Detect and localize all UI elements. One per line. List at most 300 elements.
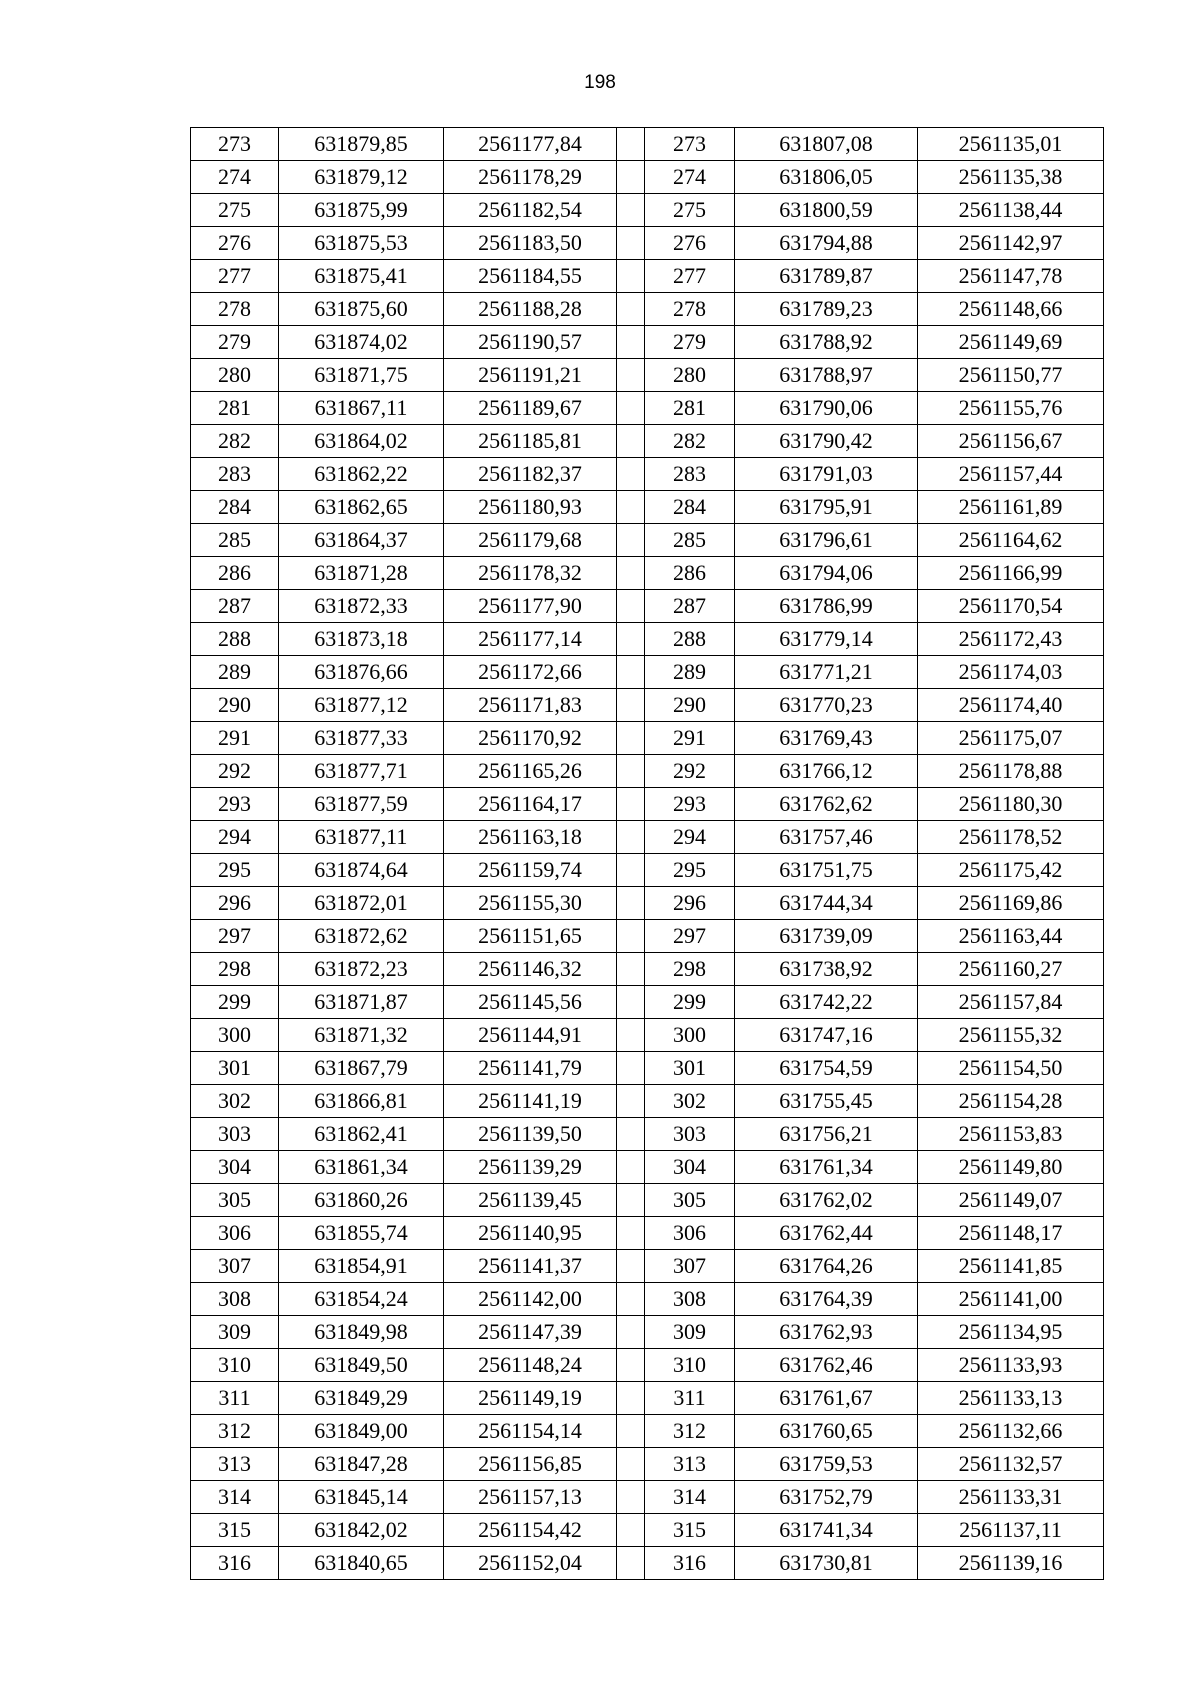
table-row — [191, 1316, 1104, 1349]
point-number-right: 313 — [645, 1448, 735, 1481]
point-number-left: 289 — [191, 656, 279, 689]
y-coordinate-right: 2561135,38 — [918, 161, 1104, 194]
x-coordinate-right: 631738,92 — [735, 953, 918, 986]
separator-cell — [617, 722, 645, 755]
y-coordinate-left: 2561141,79 — [444, 1052, 617, 1085]
x-coordinate-right: 631741,34 — [735, 1514, 918, 1547]
y-coordinate-right: 2561180,30 — [918, 788, 1104, 821]
table-row — [191, 1448, 1104, 1481]
point-number-right: 310 — [645, 1349, 735, 1382]
y-coordinate-right: 2561135,01 — [918, 128, 1104, 161]
table-row — [191, 557, 1104, 590]
point-number-right: 280 — [645, 359, 735, 392]
table-row — [191, 1283, 1104, 1316]
x-coordinate-right: 631760,65 — [735, 1415, 918, 1448]
point-number-left: 295 — [191, 854, 279, 887]
point-number-right: 291 — [645, 722, 735, 755]
separator-cell — [617, 1184, 645, 1217]
table-row — [191, 1184, 1104, 1217]
x-coordinate-left: 631849,00 — [279, 1415, 444, 1448]
separator-cell — [617, 1316, 645, 1349]
table-row — [191, 623, 1104, 656]
table-row — [191, 1052, 1104, 1085]
table-row — [191, 425, 1104, 458]
separator-cell — [617, 590, 645, 623]
table-row — [191, 1514, 1104, 1547]
y-coordinate-left: 2561183,50 — [444, 227, 617, 260]
x-coordinate-left: 631872,33 — [279, 590, 444, 623]
point-number-right: 278 — [645, 293, 735, 326]
table-row — [191, 1415, 1104, 1448]
y-coordinate-left: 2561146,32 — [444, 953, 617, 986]
point-number-left: 279 — [191, 326, 279, 359]
separator-cell — [617, 953, 645, 986]
point-number-left: 286 — [191, 557, 279, 590]
point-number-right: 277 — [645, 260, 735, 293]
y-coordinate-left: 2561182,54 — [444, 194, 617, 227]
separator-cell — [617, 1019, 645, 1052]
table-row — [191, 887, 1104, 920]
x-coordinate-right: 631788,97 — [735, 359, 918, 392]
point-number-right: 316 — [645, 1547, 735, 1580]
point-number-left: 303 — [191, 1118, 279, 1151]
point-number-left: 313 — [191, 1448, 279, 1481]
separator-cell — [617, 1052, 645, 1085]
x-coordinate-left: 631872,62 — [279, 920, 444, 953]
x-coordinate-left: 631861,34 — [279, 1151, 444, 1184]
x-coordinate-left: 631862,65 — [279, 491, 444, 524]
y-coordinate-right: 2561174,40 — [918, 689, 1104, 722]
x-coordinate-right: 631756,21 — [735, 1118, 918, 1151]
x-coordinate-right: 631730,81 — [735, 1547, 918, 1580]
point-number-left: 294 — [191, 821, 279, 854]
x-coordinate-left: 631862,41 — [279, 1118, 444, 1151]
y-coordinate-right: 2561142,97 — [918, 227, 1104, 260]
x-coordinate-left: 631849,50 — [279, 1349, 444, 1382]
point-number-right: 296 — [645, 887, 735, 920]
y-coordinate-left: 2561179,68 — [444, 524, 617, 557]
x-coordinate-left: 631840,65 — [279, 1547, 444, 1580]
x-coordinate-left: 631874,64 — [279, 854, 444, 887]
x-coordinate-left: 631876,66 — [279, 656, 444, 689]
y-coordinate-left: 2561185,81 — [444, 425, 617, 458]
x-coordinate-left: 631866,81 — [279, 1085, 444, 1118]
point-number-right: 287 — [645, 590, 735, 623]
x-coordinate-right: 631751,75 — [735, 854, 918, 887]
table-row — [191, 755, 1104, 788]
y-coordinate-left: 2561141,19 — [444, 1085, 617, 1118]
point-number-left: 300 — [191, 1019, 279, 1052]
x-coordinate-left: 631879,12 — [279, 161, 444, 194]
x-coordinate-left: 631849,29 — [279, 1382, 444, 1415]
separator-cell — [617, 1448, 645, 1481]
x-coordinate-left: 631867,11 — [279, 392, 444, 425]
x-coordinate-right: 631739,09 — [735, 920, 918, 953]
separator-cell — [617, 1283, 645, 1316]
point-number-left: 292 — [191, 755, 279, 788]
point-number-left: 284 — [191, 491, 279, 524]
point-number-left: 290 — [191, 689, 279, 722]
separator-cell — [617, 920, 645, 953]
x-coordinate-left: 631875,41 — [279, 260, 444, 293]
x-coordinate-right: 631794,06 — [735, 557, 918, 590]
x-coordinate-right: 631755,45 — [735, 1085, 918, 1118]
table-row — [191, 920, 1104, 953]
table-row — [191, 689, 1104, 722]
x-coordinate-left: 631871,75 — [279, 359, 444, 392]
x-coordinate-left: 631847,28 — [279, 1448, 444, 1481]
separator-cell — [617, 161, 645, 194]
y-coordinate-left: 2561151,65 — [444, 920, 617, 953]
point-number-right: 282 — [645, 425, 735, 458]
point-number-right: 312 — [645, 1415, 735, 1448]
y-coordinate-left: 2561154,42 — [444, 1514, 617, 1547]
y-coordinate-right: 2561175,07 — [918, 722, 1104, 755]
x-coordinate-right: 631762,46 — [735, 1349, 918, 1382]
separator-cell — [617, 1349, 645, 1382]
table-row — [191, 1250, 1104, 1283]
y-coordinate-right: 2561153,83 — [918, 1118, 1104, 1151]
point-number-left: 285 — [191, 524, 279, 557]
point-number-left: 287 — [191, 590, 279, 623]
point-number-left: 304 — [191, 1151, 279, 1184]
separator-cell — [617, 425, 645, 458]
x-coordinate-right: 631790,42 — [735, 425, 918, 458]
table-body — [191, 128, 1104, 1580]
point-number-right: 299 — [645, 986, 735, 1019]
x-coordinate-right: 631769,43 — [735, 722, 918, 755]
point-number-left: 314 — [191, 1481, 279, 1514]
point-number-right: 302 — [645, 1085, 735, 1118]
point-number-right: 279 — [645, 326, 735, 359]
x-coordinate-left: 631854,91 — [279, 1250, 444, 1283]
x-coordinate-right: 631742,22 — [735, 986, 918, 1019]
point-number-left: 306 — [191, 1217, 279, 1250]
y-coordinate-left: 2561182,37 — [444, 458, 617, 491]
x-coordinate-right: 631790,06 — [735, 392, 918, 425]
point-number-right: 298 — [645, 953, 735, 986]
x-coordinate-right: 631761,34 — [735, 1151, 918, 1184]
x-coordinate-right: 631791,03 — [735, 458, 918, 491]
x-coordinate-left: 631877,59 — [279, 788, 444, 821]
x-coordinate-right: 631794,88 — [735, 227, 918, 260]
point-number-right: 275 — [645, 194, 735, 227]
y-coordinate-left: 2561157,13 — [444, 1481, 617, 1514]
point-number-right: 301 — [645, 1052, 735, 1085]
separator-cell — [617, 458, 645, 491]
point-number-left: 316 — [191, 1547, 279, 1580]
x-coordinate-left: 631877,33 — [279, 722, 444, 755]
y-coordinate-left: 2561141,37 — [444, 1250, 617, 1283]
table-row — [191, 986, 1104, 1019]
table-row — [191, 293, 1104, 326]
point-number-left: 296 — [191, 887, 279, 920]
point-number-left: 309 — [191, 1316, 279, 1349]
point-number-left: 278 — [191, 293, 279, 326]
separator-cell — [617, 524, 645, 557]
point-number-left: 283 — [191, 458, 279, 491]
table-row — [191, 161, 1104, 194]
x-coordinate-right: 631786,99 — [735, 590, 918, 623]
page-number: 198 — [584, 72, 616, 93]
x-coordinate-right: 631796,61 — [735, 524, 918, 557]
y-coordinate-right: 2561133,31 — [918, 1481, 1104, 1514]
separator-cell — [617, 1151, 645, 1184]
point-number-left: 282 — [191, 425, 279, 458]
separator-cell — [617, 128, 645, 161]
x-coordinate-left: 631871,28 — [279, 557, 444, 590]
y-coordinate-right: 2561141,00 — [918, 1283, 1104, 1316]
separator-cell — [617, 1250, 645, 1283]
table-row — [191, 1217, 1104, 1250]
y-coordinate-right: 2561133,93 — [918, 1349, 1104, 1382]
table-row — [191, 1547, 1104, 1580]
point-number-left: 308 — [191, 1283, 279, 1316]
y-coordinate-left: 2561149,19 — [444, 1382, 617, 1415]
y-coordinate-left: 2561159,74 — [444, 854, 617, 887]
x-coordinate-right: 631752,79 — [735, 1481, 918, 1514]
table-row — [191, 260, 1104, 293]
x-coordinate-right: 631789,87 — [735, 260, 918, 293]
x-coordinate-left: 631872,23 — [279, 953, 444, 986]
y-coordinate-right: 2561154,50 — [918, 1052, 1104, 1085]
x-coordinate-left: 631864,37 — [279, 524, 444, 557]
x-coordinate-right: 631764,39 — [735, 1283, 918, 1316]
point-number-left: 276 — [191, 227, 279, 260]
y-coordinate-left: 2561140,95 — [444, 1217, 617, 1250]
y-coordinate-right: 2561161,89 — [918, 491, 1104, 524]
point-number-right: 303 — [645, 1118, 735, 1151]
y-coordinate-left: 2561177,90 — [444, 590, 617, 623]
point-number-left: 302 — [191, 1085, 279, 1118]
y-coordinate-right: 2561166,99 — [918, 557, 1104, 590]
y-coordinate-right: 2561138,44 — [918, 194, 1104, 227]
point-number-left: 293 — [191, 788, 279, 821]
point-number-left: 297 — [191, 920, 279, 953]
point-number-left: 311 — [191, 1382, 279, 1415]
point-number-right: 304 — [645, 1151, 735, 1184]
x-coordinate-left: 631855,74 — [279, 1217, 444, 1250]
separator-cell — [617, 260, 645, 293]
x-coordinate-right: 631757,46 — [735, 821, 918, 854]
y-coordinate-left: 2561180,93 — [444, 491, 617, 524]
point-number-right: 283 — [645, 458, 735, 491]
point-number-right: 289 — [645, 656, 735, 689]
separator-cell — [617, 227, 645, 260]
y-coordinate-left: 2561189,67 — [444, 392, 617, 425]
x-coordinate-right: 631806,05 — [735, 161, 918, 194]
x-coordinate-right: 631764,26 — [735, 1250, 918, 1283]
x-coordinate-left: 631875,60 — [279, 293, 444, 326]
x-coordinate-right: 631754,59 — [735, 1052, 918, 1085]
x-coordinate-left: 631854,24 — [279, 1283, 444, 1316]
y-coordinate-left: 2561156,85 — [444, 1448, 617, 1481]
y-coordinate-right: 2561147,78 — [918, 260, 1104, 293]
table-row — [191, 227, 1104, 260]
table-row — [191, 854, 1104, 887]
coordinates-table — [190, 127, 1104, 1580]
y-coordinate-right: 2561133,13 — [918, 1382, 1104, 1415]
point-number-left: 298 — [191, 953, 279, 986]
point-number-right: 293 — [645, 788, 735, 821]
point-number-left: 274 — [191, 161, 279, 194]
point-number-right: 290 — [645, 689, 735, 722]
separator-cell — [617, 1217, 645, 1250]
table-row — [191, 1481, 1104, 1514]
separator-cell — [617, 557, 645, 590]
x-coordinate-left: 631860,26 — [279, 1184, 444, 1217]
y-coordinate-right: 2561155,76 — [918, 392, 1104, 425]
x-coordinate-right: 631762,02 — [735, 1184, 918, 1217]
point-number-right: 311 — [645, 1382, 735, 1415]
point-number-left: 307 — [191, 1250, 279, 1283]
y-coordinate-left: 2561177,84 — [444, 128, 617, 161]
table-row — [191, 1382, 1104, 1415]
x-coordinate-left: 631845,14 — [279, 1481, 444, 1514]
x-coordinate-right: 631747,16 — [735, 1019, 918, 1052]
x-coordinate-left: 631872,01 — [279, 887, 444, 920]
x-coordinate-left: 631867,79 — [279, 1052, 444, 1085]
point-number-right: 295 — [645, 854, 735, 887]
table-row — [191, 194, 1104, 227]
y-coordinate-right: 2561132,57 — [918, 1448, 1104, 1481]
point-number-left: 310 — [191, 1349, 279, 1382]
y-coordinate-right: 2561155,32 — [918, 1019, 1104, 1052]
y-coordinate-left: 2561188,28 — [444, 293, 617, 326]
point-number-left: 305 — [191, 1184, 279, 1217]
point-number-right: 286 — [645, 557, 735, 590]
y-coordinate-right: 2561149,80 — [918, 1151, 1104, 1184]
y-coordinate-left: 2561139,45 — [444, 1184, 617, 1217]
y-coordinate-right: 2561157,44 — [918, 458, 1104, 491]
x-coordinate-left: 631875,99 — [279, 194, 444, 227]
y-coordinate-left: 2561154,14 — [444, 1415, 617, 1448]
table-row — [191, 953, 1104, 986]
point-number-left: 299 — [191, 986, 279, 1019]
separator-cell — [617, 656, 645, 689]
x-coordinate-right: 631771,21 — [735, 656, 918, 689]
table-row — [191, 1151, 1104, 1184]
table-row — [191, 1118, 1104, 1151]
point-number-right: 285 — [645, 524, 735, 557]
x-coordinate-right: 631759,53 — [735, 1448, 918, 1481]
separator-cell — [617, 1547, 645, 1580]
point-number-right: 308 — [645, 1283, 735, 1316]
x-coordinate-right: 631807,08 — [735, 128, 918, 161]
x-coordinate-right: 631744,34 — [735, 887, 918, 920]
y-coordinate-right: 2561141,85 — [918, 1250, 1104, 1283]
separator-cell — [617, 689, 645, 722]
table-row — [191, 359, 1104, 392]
x-coordinate-right: 631762,62 — [735, 788, 918, 821]
separator-cell — [617, 1382, 645, 1415]
x-coordinate-left: 631849,98 — [279, 1316, 444, 1349]
x-coordinate-left: 631864,02 — [279, 425, 444, 458]
y-coordinate-left: 2561144,91 — [444, 1019, 617, 1052]
y-coordinate-left: 2561191,21 — [444, 359, 617, 392]
y-coordinate-right: 2561175,42 — [918, 854, 1104, 887]
x-coordinate-right: 631779,14 — [735, 623, 918, 656]
point-number-left: 301 — [191, 1052, 279, 1085]
y-coordinate-right: 2561160,27 — [918, 953, 1104, 986]
y-coordinate-left: 2561190,57 — [444, 326, 617, 359]
y-coordinate-left: 2561163,18 — [444, 821, 617, 854]
x-coordinate-right: 631789,23 — [735, 293, 918, 326]
table-row — [191, 326, 1104, 359]
point-number-right: 281 — [645, 392, 735, 425]
table-row — [191, 1349, 1104, 1382]
table-row — [191, 491, 1104, 524]
separator-cell — [617, 1085, 645, 1118]
point-number-left: 281 — [191, 392, 279, 425]
y-coordinate-right: 2561170,54 — [918, 590, 1104, 623]
separator-cell — [617, 623, 645, 656]
x-coordinate-right: 631761,67 — [735, 1382, 918, 1415]
point-number-right: 300 — [645, 1019, 735, 1052]
separator-cell — [617, 392, 645, 425]
point-number-right: 307 — [645, 1250, 735, 1283]
separator-cell — [617, 1514, 645, 1547]
x-coordinate-right: 631770,23 — [735, 689, 918, 722]
y-coordinate-right: 2561148,17 — [918, 1217, 1104, 1250]
y-coordinate-right: 2561137,11 — [918, 1514, 1104, 1547]
point-number-right: 276 — [645, 227, 735, 260]
x-coordinate-right: 631788,92 — [735, 326, 918, 359]
table-row — [191, 722, 1104, 755]
table-row — [191, 821, 1104, 854]
x-coordinate-left: 631877,11 — [279, 821, 444, 854]
table-row — [191, 590, 1104, 623]
separator-cell — [617, 821, 645, 854]
y-coordinate-left: 2561171,83 — [444, 689, 617, 722]
separator-cell — [617, 854, 645, 887]
y-coordinate-left: 2561178,32 — [444, 557, 617, 590]
point-number-right: 305 — [645, 1184, 735, 1217]
y-coordinate-right: 2561150,77 — [918, 359, 1104, 392]
y-coordinate-left: 2561139,50 — [444, 1118, 617, 1151]
x-coordinate-left: 631877,12 — [279, 689, 444, 722]
y-coordinate-right: 2561178,52 — [918, 821, 1104, 854]
point-number-right: 284 — [645, 491, 735, 524]
separator-cell — [617, 1481, 645, 1514]
point-number-left: 277 — [191, 260, 279, 293]
table-row — [191, 458, 1104, 491]
point-number-left: 273 — [191, 128, 279, 161]
x-coordinate-left: 631842,02 — [279, 1514, 444, 1547]
point-number-right: 314 — [645, 1481, 735, 1514]
y-coordinate-right: 2561134,95 — [918, 1316, 1104, 1349]
y-coordinate-left: 2561164,17 — [444, 788, 617, 821]
y-coordinate-left: 2561165,26 — [444, 755, 617, 788]
point-number-left: 315 — [191, 1514, 279, 1547]
y-coordinate-left: 2561145,56 — [444, 986, 617, 1019]
point-number-right: 306 — [645, 1217, 735, 1250]
x-coordinate-right: 631762,93 — [735, 1316, 918, 1349]
y-coordinate-left: 2561142,00 — [444, 1283, 617, 1316]
point-number-right: 288 — [645, 623, 735, 656]
x-coordinate-right: 631762,44 — [735, 1217, 918, 1250]
y-coordinate-right: 2561174,03 — [918, 656, 1104, 689]
x-coordinate-left: 631871,87 — [279, 986, 444, 1019]
y-coordinate-right: 2561164,62 — [918, 524, 1104, 557]
y-coordinate-right: 2561148,66 — [918, 293, 1104, 326]
table-row — [191, 392, 1104, 425]
y-coordinate-right: 2561132,66 — [918, 1415, 1104, 1448]
point-number-left: 312 — [191, 1415, 279, 1448]
separator-cell — [617, 359, 645, 392]
point-number-left: 275 — [191, 194, 279, 227]
y-coordinate-left: 2561177,14 — [444, 623, 617, 656]
